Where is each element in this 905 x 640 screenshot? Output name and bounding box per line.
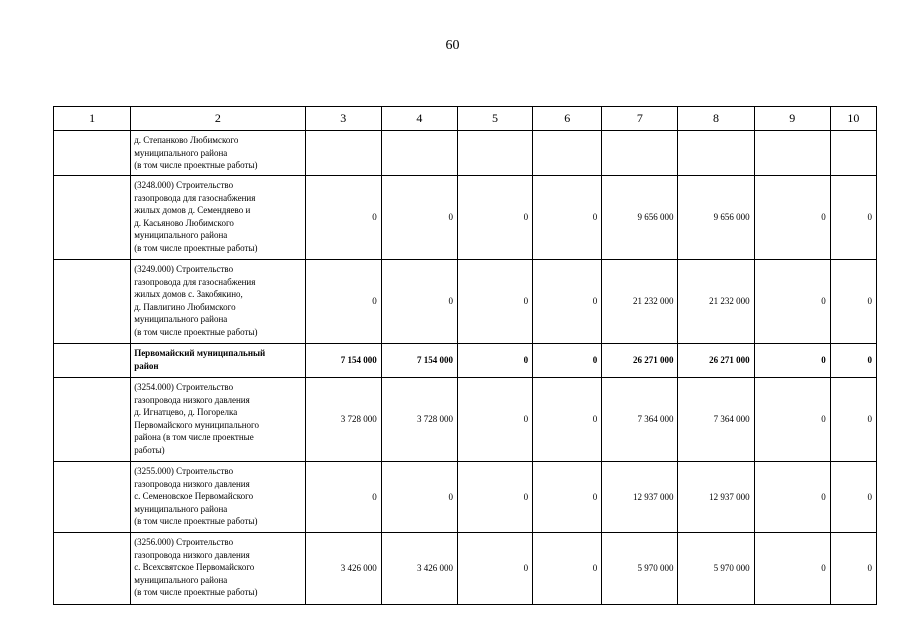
cell-description [131, 378, 305, 462]
cell-col-7: 26 271 000 [602, 344, 678, 378]
cell-col-3: 3 728 000 [305, 378, 381, 462]
cell-col-8: 21 232 000 [678, 260, 754, 344]
cell-col-5: 0 [457, 260, 532, 344]
cell-col-3 [305, 131, 381, 176]
cell-col-3: 7 154 000 [305, 344, 381, 378]
cell-col-8: 12 937 000 [678, 462, 754, 533]
cell-col-7: 7 364 000 [602, 378, 678, 462]
cell-col-5: 0 [457, 176, 532, 260]
cell-col-4: 3 426 000 [381, 533, 457, 605]
cell-col-3: 0 [305, 260, 381, 344]
description-line: муниципального района [134, 503, 228, 514]
cell-description [131, 176, 305, 260]
cell-col-1 [54, 176, 131, 260]
cell-col-7 [602, 131, 678, 176]
description-line: газопровода низкого давления [134, 549, 250, 560]
cell-col-1 [54, 378, 131, 462]
table-row [54, 131, 877, 176]
cell-col-9: 0 [754, 344, 830, 378]
cell-col-6: 0 [533, 176, 602, 260]
cell-col-6: 0 [533, 378, 602, 462]
cell-col-6: 0 [533, 260, 602, 344]
cell-col-8 [678, 131, 754, 176]
description-line: (3255.000) Строительство [134, 466, 234, 476]
cell-description [131, 462, 305, 533]
cell-col-10: 0 [830, 176, 876, 260]
description-line: муниципального района [134, 314, 228, 324]
cell-col-9 [754, 131, 830, 176]
cell-col-1 [54, 344, 131, 378]
cell-col-10: 0 [830, 344, 876, 378]
description-line: (3254.000) Строительство [134, 382, 234, 392]
table-row [54, 378, 877, 462]
cell-col-3: 3 426 000 [305, 533, 381, 605]
cell-col-1 [54, 131, 131, 176]
description-line: д. Игнатцево, д. Погорелка [134, 407, 238, 417]
cell-col-4: 0 [381, 260, 457, 344]
cell-col-10: 0 [830, 533, 876, 605]
description-line: муниципального района [134, 147, 228, 158]
cell-col-9: 0 [754, 176, 830, 260]
column-header-2: 2 [131, 107, 305, 131]
description-line: Первомайского муниципального [134, 419, 260, 430]
description-line: (в том числе проектные работы) [134, 160, 258, 170]
table-row [54, 344, 877, 378]
cell-col-9: 0 [754, 533, 830, 605]
description-line: (в том числе проектные работы) [134, 587, 258, 597]
column-header-5: 5 [457, 107, 532, 131]
table-row [54, 462, 877, 533]
cell-col-4 [381, 131, 457, 176]
cell-col-1 [54, 533, 131, 605]
cell-col-5 [457, 131, 532, 176]
column-header-4: 4 [381, 107, 457, 131]
cell-col-7: 21 232 000 [602, 260, 678, 344]
cell-col-5: 0 [457, 344, 532, 378]
cell-description [131, 260, 305, 344]
cell-col-1 [54, 260, 131, 344]
cell-col-4: 0 [381, 462, 457, 533]
cell-description [131, 131, 305, 176]
cell-col-5: 0 [457, 378, 532, 462]
description-line: (в том числе проектные работы) [134, 516, 258, 526]
table-row [54, 533, 877, 605]
description-line: газопровода для газоснабжения [134, 192, 256, 203]
description-line: газопровода низкого давления [134, 394, 250, 405]
cell-col-3: 0 [305, 462, 381, 533]
cell-col-8: 5 970 000 [678, 533, 754, 605]
description-line: газопровода низкого давления [134, 478, 250, 489]
table-row [54, 176, 877, 260]
description-line: Первомайский муниципальный [134, 348, 266, 358]
description-line: района (в том числе проектные [134, 432, 254, 442]
cell-col-5: 0 [457, 533, 532, 605]
column-header-1: 1 [54, 107, 131, 131]
table-row [54, 260, 877, 344]
cell-col-6: 0 [533, 462, 602, 533]
description-line: (3248.000) Строительство [134, 180, 234, 190]
cell-col-10: 0 [830, 378, 876, 462]
description-line: жилых домов с. Закобякино, [134, 289, 243, 299]
cell-col-10: 0 [830, 462, 876, 533]
cell-col-4: 0 [381, 176, 457, 260]
description-line: работы) [134, 444, 165, 455]
cell-col-4: 3 728 000 [381, 378, 457, 462]
cell-col-8: 7 364 000 [678, 378, 754, 462]
cell-col-8: 26 271 000 [678, 344, 754, 378]
cell-col-4: 7 154 000 [381, 344, 457, 378]
cell-col-3: 0 [305, 176, 381, 260]
description-line: (3249.000) Строительство [134, 264, 234, 274]
column-header-8: 8 [678, 107, 754, 131]
budget-table [53, 106, 877, 605]
cell-col-5: 0 [457, 462, 532, 533]
cell-col-10: 0 [830, 260, 876, 344]
cell-col-10 [830, 131, 876, 176]
column-header-10: 10 [830, 107, 876, 131]
cell-col-6: 0 [533, 344, 602, 378]
cell-col-1 [54, 462, 131, 533]
description-line: (3256.000) Строительство [134, 537, 234, 547]
description-line: д. Павлигино Любимского [134, 301, 236, 312]
description-line: с. Всехсвятское Первомайского [134, 562, 255, 572]
cell-col-9: 0 [754, 378, 830, 462]
description-line: с. Семеновское Первомайского [134, 491, 254, 501]
cell-col-6 [533, 131, 602, 176]
column-header-3: 3 [305, 107, 381, 131]
description-line: д. Касьяново Любимского [134, 217, 234, 228]
cell-col-8: 9 656 000 [678, 176, 754, 260]
page-number: 60 [445, 38, 460, 53]
column-header-7: 7 [602, 107, 678, 131]
cell-col-9: 0 [754, 260, 830, 344]
column-header-9: 9 [754, 107, 830, 131]
description-line: (в том числе проектные работы) [134, 326, 258, 337]
table-header-row [54, 107, 877, 131]
description-line: муниципального района [134, 574, 228, 585]
cell-description [131, 344, 305, 378]
cell-col-7: 12 937 000 [602, 462, 678, 533]
description-line: д. Степанково Любимского [134, 135, 239, 145]
description-line: район [134, 360, 159, 371]
cell-col-9: 0 [754, 462, 830, 533]
description-line: газопровода для газоснабжения [134, 276, 256, 287]
cell-col-6: 0 [533, 533, 602, 605]
cell-col-7: 9 656 000 [602, 176, 678, 260]
description-line: жилых домов д. Семендяево и [134, 205, 251, 215]
cell-col-7: 5 970 000 [602, 533, 678, 605]
description-line: муниципального района [134, 230, 228, 240]
description-line: (в том числе проектные работы) [134, 242, 258, 253]
cell-description [131, 533, 305, 605]
column-header-6: 6 [533, 107, 602, 131]
